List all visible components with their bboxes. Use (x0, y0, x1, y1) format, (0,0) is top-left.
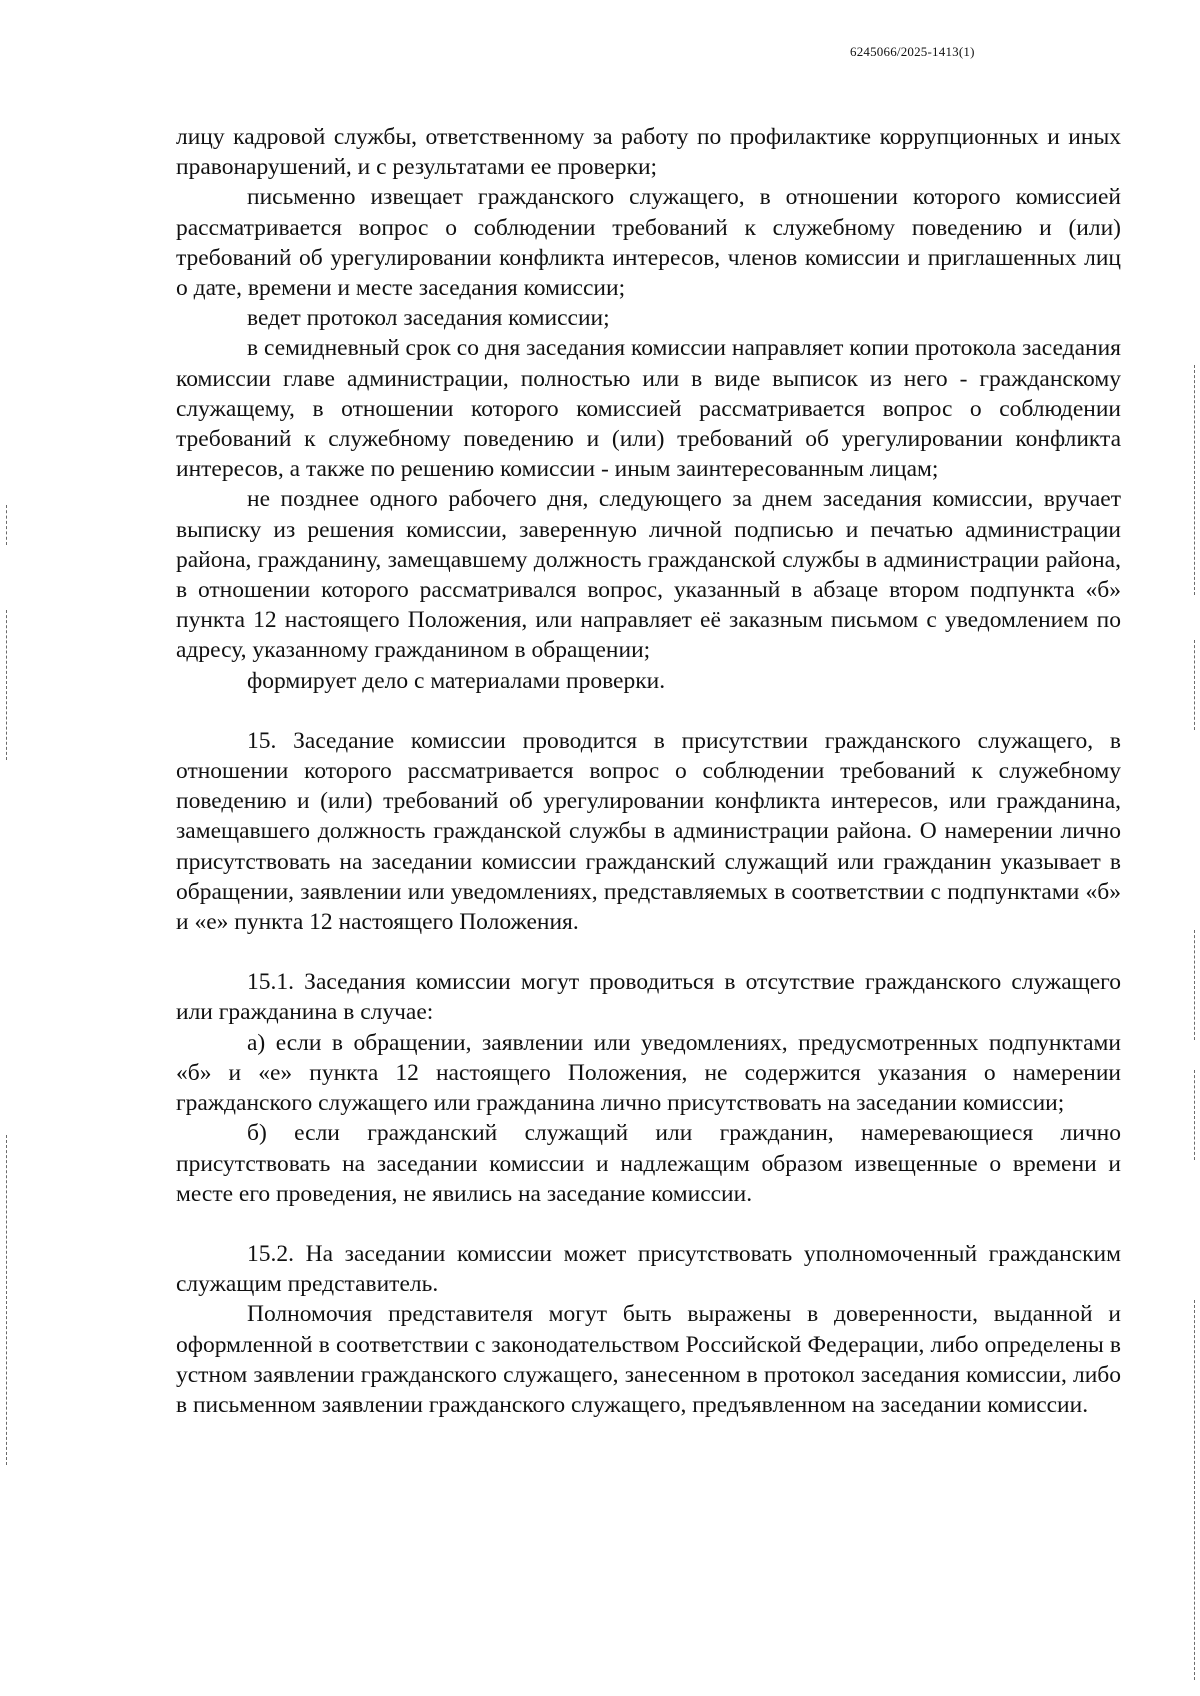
paragraph-item-15-2: 15.2. На заседании комиссии может присутствовать уполномоченный гражданским служащим представитель. (176, 1240, 1121, 1298)
paragraph-item-15-1: 15.1. Заседания комиссии могут проводиться в отсутствие гражданского служащего или гражданина в случае: (176, 969, 1121, 1026)
paragraph-item-15-1-b: б) если гражданский служащий или гражданин, намеревающиеся лично присутствовать на заседании комиссии и надлежащим образом извещенные о времени и месте его проведения, не явились на заседание комиссии. (176, 1120, 1121, 1207)
paragraph-continuation: лицу кадровой службы, ответственному за работу по профилактике коррупционных и иных правонарушений, и с результатами ее проверки; (176, 124, 1121, 181)
paragraph-forms-case: формирует дело с материалами проверки. (247, 667, 666, 694)
paragraph-notify-servant: письменно извещает гражданского служащего, в отношении которого комиссией рассматривается вопрос о соблюдении требований к служебному поведению и (или) требований об урегулировании конфликта интересов, членов комиссии и приглашенных лиц о дате, времени и месте заседания комиссии; (176, 184, 1121, 302)
document-body (176, 122, 1121, 1420)
scan-edge-mark (6, 505, 7, 545)
scan-edge-mark (6, 610, 7, 760)
paragraph-item-15: 15. Заседание комиссии проводится в присутствии гражданского служащего, в отношении которого рассматривается вопрос о соблюдении требований к служебному поведению и (или) требований об урегулировании конфликта интересов, или гражданина, замещавшего должность гражданской службы в администрации района. О намерении лично присутствовать на заседании комиссии гражданский служащий или гражданин указывает в обращении, заявлении или уведомлениях, представляемых в соответствии с подпунктами «б» и «е» пункта 12 настоящего Положения. (176, 727, 1121, 936)
scan-edge-mark (1194, 1300, 1195, 1680)
paragraph-keeps-protocol: ведет протокол заседания комиссии; (247, 305, 610, 332)
document-number: 6245066/2025-1413(1) (850, 44, 975, 59)
scan-edge-mark (1194, 640, 1195, 730)
paragraph-decision-extract: не позднее одного рабочего дня, следующего за днем заседания комиссии, вручает выписку из решения комиссии, заверенную личной подписью и печатью администрации района, гражданину, замещавшему должность гражданской службы в администрации района, в отношении которого рассматривался вопрос, указанный в абзаце втором подпункта «б» пункта 12 настоящего Положения, или направляет её заказным письмом с уведомлением по адресу, указанному гражданином в обращении; (176, 486, 1121, 664)
scan-edge-mark (1194, 1070, 1195, 1160)
paragraph-protocol-copies: в семидневный срок со дня заседания комиссии направляет копии протокола заседания комиссии главе администрации, полностью или в виде выписок из него - гражданскому служащему, в отношении которого комиссией рассматривается вопрос о соблюдении требований к служебному поведению и (или) требований об урегулировании конфликта интересов, а также по решению комиссии - иным заинтересованным лицам; (176, 335, 1121, 483)
scan-edge-mark (1194, 365, 1195, 595)
paragraph-representative-powers: Полномочия представителя могут быть выражены в доверенности, выданной и оформленной в соответствии с законодательством Российской Федерации, либо определены в устном заявлении гражданского служащего, занесенном в протокол заседания комиссии, либо в письменном заявлении гражданского служащего, предъявленном на заседании комиссии. (176, 1301, 1121, 1418)
scan-edge-mark (1194, 930, 1195, 1040)
scan-edge-mark (6, 1135, 7, 1465)
paragraph-item-15-1-a: а) если в обращении, заявлении или уведомлениях, предусмотренных подпунктами «б» и «е» пункта 12 настоящего Положения, не содержится указания о намерении гражданского служащего или гражданина лично присутствовать на заседании комиссии; (176, 1029, 1121, 1117)
